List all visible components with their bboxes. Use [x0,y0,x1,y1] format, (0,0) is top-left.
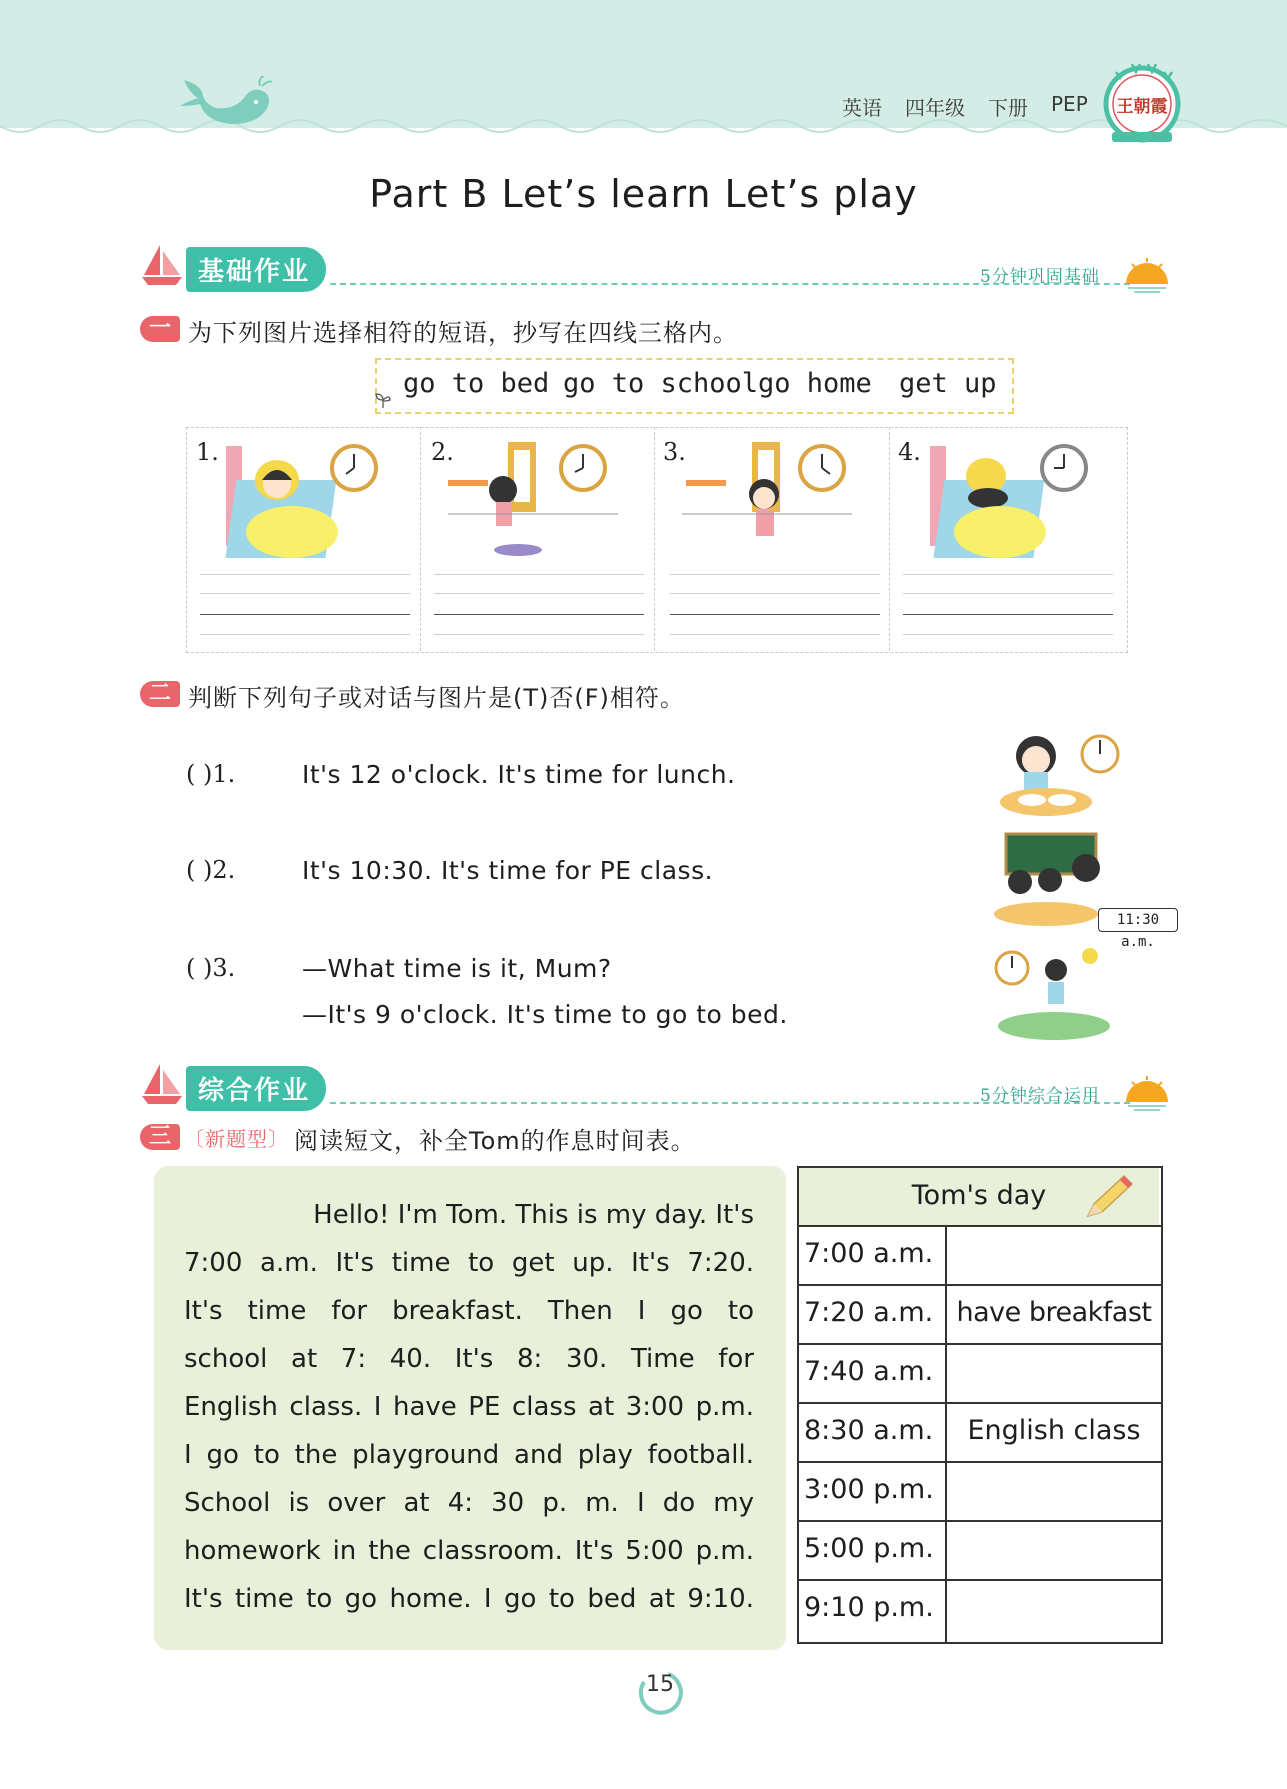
sun-icon [1122,1074,1172,1114]
new-type-tag: 〔新题型〕 [184,1127,289,1151]
sprout-icon [374,392,392,408]
word-bank-item: get up [899,368,997,399]
meta-grade: 四年级 [905,96,965,120]
picture-number: 3. [663,438,686,466]
judge-sentence: —What time is it, Mum? [302,954,612,983]
picture-boy-playing-outside [994,944,1114,1042]
schedule-time: 9:10 p.m. [804,1592,934,1623]
word-bank-item: go to bed [403,368,550,399]
sun-icon [1122,256,1172,296]
question-marker-2: 二 [140,681,180,707]
page-title: Part B Let’s learn Let’s play [369,172,918,216]
question-marker-1: 一 [140,316,180,342]
pencil-icon [1080,1172,1136,1222]
judge-sentence: It's 12 o'clock. It's time for lunch. [302,760,736,789]
brand-logo [1102,60,1182,148]
schedule-table-title: Tom's day [911,1180,1047,1211]
section-label-comprehensive: 综合作业 [186,1066,326,1111]
question-1-instruction: 为下列图片选择相符的短语，抄写在四线三格内。 [188,319,738,347]
page-number: 15 [646,1672,674,1697]
schedule-time: 8:30 a.m. [804,1415,934,1446]
word-bank-item: go to school [563,368,759,399]
sailboat-icon [140,1062,184,1106]
judge-sentence-reply: —It's 9 o'clock. It's time to go to bed. [302,1000,788,1029]
schedule-time: 7:00 a.m. [804,1238,934,1269]
meta-volume: 下册 [988,96,1028,120]
question-3-instruction: 阅读短文，补全Tom的作息时间表。 [294,1127,696,1155]
schedule-time: 7:40 a.m. [804,1356,934,1387]
clock-label: 11:30 a.m. [1098,908,1178,932]
passage-line: It's time to go home. I go to bed at 9:10. [184,1584,754,1614]
passage-line: School is over at 4: 30 p. m. I do my [184,1488,754,1518]
section-subtitle-comprehensive: 5分钟综合运用 [980,1086,1100,1106]
picture-english-class [990,832,1110,928]
answer-blank[interactable]: ( )3. [186,954,236,982]
passage-line: homework in the classroom. It's 5:00 p.m. [184,1536,754,1566]
passage-line: Hello! I'm Tom. This is my day. It's [313,1200,754,1230]
judge-sentence: It's 10:30. It's time for PE class. [302,856,714,885]
schedule-activity: have breakfast [956,1297,1152,1328]
question-marker-3: 三 [140,1124,180,1150]
picture-girl-waking-up [222,440,392,562]
picture-number: 2. [431,438,454,466]
logo-text: 王朝霞 [1116,97,1168,117]
passage-line: English class. I have PE class at 3:00 p.m. [184,1392,754,1422]
question-2-instruction: 判断下列句子或对话与图片是(T)否(F)相符。 [188,684,685,712]
word-bank-item: go home [758,368,872,399]
passage-line: I go to the playground and play football. [184,1440,754,1470]
picture-girl-going-to-bed [928,440,1098,562]
section-label-basic: 基础作业 [186,247,326,292]
schedule-time: 5:00 p.m. [804,1533,934,1564]
picture-number: 1. [196,438,219,466]
schedule-activity: English class [967,1415,1141,1446]
picture-girl-eating-lunch [996,728,1126,820]
picture-girl-going-to-school [448,440,618,562]
passage-line: school at 7: 40. It's 8: 30. Time for [184,1344,754,1374]
picture-girl-going-home [682,440,852,562]
whale-icon [176,76,276,132]
schedule-time: 3:00 p.m. [804,1474,934,1505]
section-subtitle-basic: 5分钟巩固基础 [980,267,1100,287]
answer-blank[interactable]: ( )1. [186,760,236,788]
answer-blank[interactable]: ( )2. [186,856,236,884]
picture-number: 4. [898,438,921,466]
meta-edition: PEP [1051,92,1088,116]
schedule-time: 7:20 a.m. [804,1297,934,1328]
meta-subject: 英语 [842,96,882,120]
passage-line: It's time for breakfast. Then I go to [184,1296,754,1326]
sailboat-icon [140,243,184,287]
passage-line: 7:00 a.m. It's time to get up. It's 7:20. [184,1248,754,1278]
